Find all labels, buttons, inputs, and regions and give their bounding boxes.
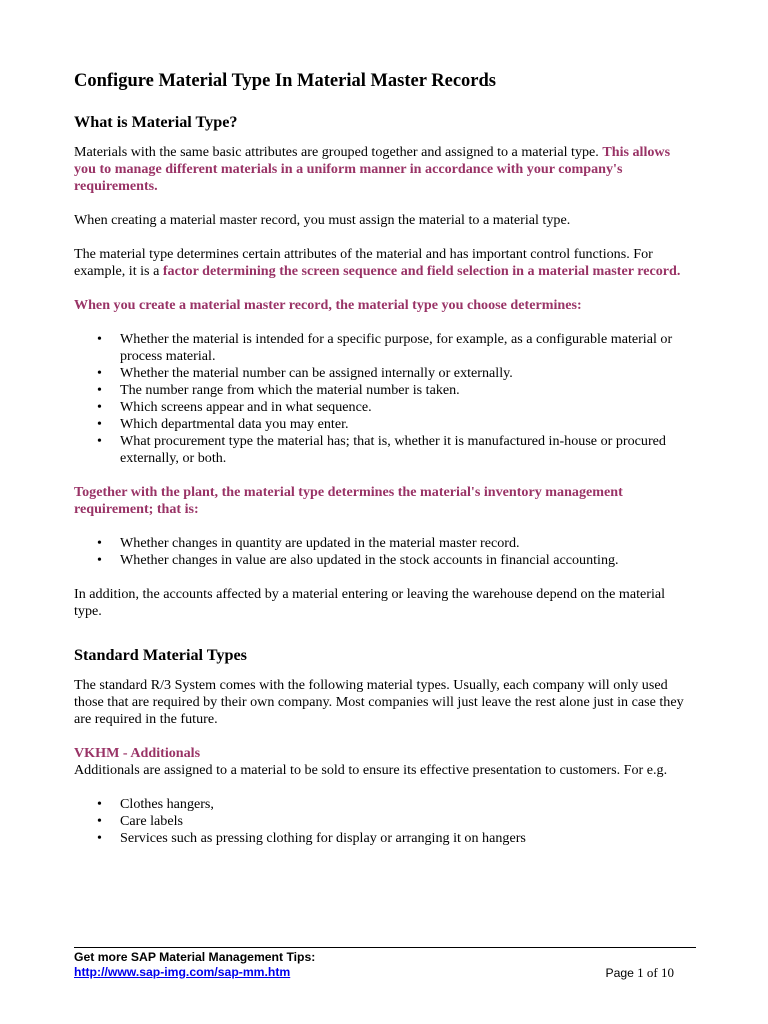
paragraph-control — [74, 246, 694, 280]
list-material-type-determines — [74, 331, 694, 467]
list-item: • Clothes hangers, — [97, 796, 214, 812]
list-item: • Care labels — [97, 813, 184, 829]
list-item: • Which departmental data you may enter. — [97, 416, 349, 432]
page-count: 1 of 10 — [633, 965, 674, 980]
section-heading-standard-types: Standard Material Types — [74, 646, 247, 664]
paragraph-intro — [74, 144, 694, 195]
footer-row — [74, 965, 696, 981]
list-additionals-examples — [74, 796, 694, 847]
list-item: • Services such as pressing clothing for display or arranging it on hangers — [97, 830, 526, 846]
page-footer — [74, 947, 696, 981]
bullet-icon: • — [97, 552, 102, 568]
footer-tip: Get more SAP Material Management Tips: — [74, 950, 316, 964]
paragraph-control-emphasis: factor determining the screen sequence and field selection in a material master record. — [162, 263, 681, 279]
bullet-icon: • — [97, 813, 102, 829]
list-item: • What procurement type the material has; that is, whether it is manufactured in-house or procured externally, or both. — [97, 433, 666, 466]
bullet-icon: • — [97, 796, 102, 812]
list-item: • The number range from which the material number is taken. — [97, 382, 460, 398]
page-number — [605, 965, 696, 981]
page-title: Configure Material Type In Material Master Records — [74, 71, 496, 91]
list-item: • Whether the material number can be assigned internally or externally. — [97, 365, 513, 381]
bullet-icon: • — [97, 365, 102, 381]
subheading-vkhm: VKHM - Additionals — [74, 745, 201, 761]
bullet-icon: • — [97, 331, 102, 347]
paragraph-inventory: Together with the plant, the material type determines the material's inventory management requirement; that is: — [74, 484, 623, 517]
bullet-icon: • — [97, 382, 102, 398]
list-item: • Whether changes in quantity are updated in the material master record. — [97, 535, 520, 551]
paragraph-accounts: In addition, the accounts affected by a material entering or leaving the warehouse depend on the material type. — [74, 586, 666, 619]
footer-link[interactable]: http://www.sap-img.com/sap-mm.htm — [74, 965, 291, 979]
bullet-icon: • — [97, 433, 102, 449]
paragraph-assign: When creating a material master record, you must assign the material to a material type. — [74, 212, 571, 228]
section-heading-what-is: What is Material Type? — [74, 113, 238, 131]
paragraph-standard-system: The standard R/3 System comes with the following material types. Usually, each company will only used those that are required by their own company. Most companies will just leave the rest alone just in case they are required in the future. — [74, 677, 684, 727]
bullet-icon: • — [97, 830, 102, 846]
paragraph-additionals: Additionals are assigned to a material to be sold to ensure its effective presentation to customers. For e.g. — [74, 762, 668, 778]
document-body — [74, 70, 694, 847]
paragraph-determines: When you create a material master record, the material type you choose determines: — [74, 297, 582, 313]
list-item: • Whether changes in value are also updated in the stock accounts in financial accounting. — [97, 552, 619, 568]
bullet-icon: • — [97, 416, 102, 432]
list-item: • Which screens appear and in what sequence. — [97, 399, 372, 415]
list-inventory-requirement — [74, 535, 694, 569]
paragraph-control-text: The material type determines certain attributes of the material and has important control functions. For example, it is a — [74, 246, 653, 279]
page-label: Page — [605, 966, 634, 980]
bullet-icon: • — [97, 399, 102, 415]
list-item: • Whether the material is intended for a specific purpose, for example, as a configurable material or process material. — [97, 331, 673, 364]
paragraph-intro-text: Materials with the same basic attributes are grouped together and assigned to a material type. — [74, 144, 603, 160]
paragraph-intro-emphasis: This allows you to manage different materials in a uniform manner in accordance with your company's requirements. — [74, 144, 671, 194]
bullet-icon: • — [97, 535, 102, 551]
